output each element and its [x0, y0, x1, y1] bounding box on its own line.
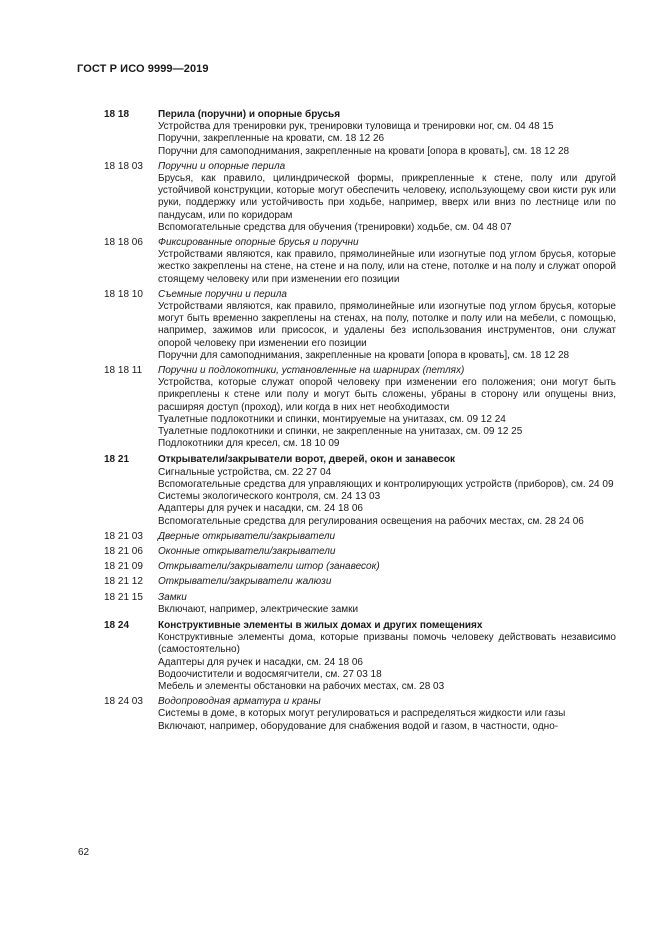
entry-line: Туалетные подлокотники и спинки, не закрепленные на унитазах, см. 09 12 25 — [158, 426, 523, 438]
entry-18-18-06 — [104, 237, 616, 286]
classification-list — [104, 105, 616, 736]
entry-line: Включают, например, оборудование для снабжения водой и газом, в частности, одно- — [158, 720, 559, 732]
entry-line: Устройствами являются, как правило, прямолинейные или изогнутые под углом брусья, которые жестко закреплены на стене, на стене и на полу, или на стене, потолке и на полу и служат опорой стоящему человеку или при изменении его позиции — [158, 249, 616, 285]
entry-18-18-03 — [104, 161, 616, 234]
entry-18-21 — [104, 454, 616, 527]
entry-code: 18 18 06 — [104, 237, 143, 249]
entry-18-21-06 — [104, 546, 616, 558]
entry-code: 18 21 — [104, 454, 130, 466]
entry-title: Фиксированные опорные брусья и поручни — [158, 237, 359, 249]
entry-title: Поручни и опорные перила — [158, 160, 286, 172]
entry-18-21-12 — [104, 576, 616, 588]
entry-line: Устройства, которые служат опорой человеку при изменении его положения; они могут быть прикреплены к стене или полу и могут быть сложены, убраны в сторону или опущены вниз, расширяя доступ (проход), или когда в них нет необходимости — [158, 377, 616, 413]
entry-title: Поручни и подлокотники, установленные на шарнирах (петлях) — [158, 365, 465, 377]
entry-title: Конструктивные элементы в жилых домах и других помещениях — [158, 619, 483, 631]
entry-line: Системы в доме, в которых могут регулироваться и распределяться жидкости или газы — [158, 708, 566, 720]
page-number: 62 — [78, 847, 90, 858]
entry-title: Перила (поручни) и опорные брусья — [158, 109, 341, 120]
entry-18-18 — [104, 109, 616, 158]
entry-line: Адаптеры для ручек и насадки, см. 24 18 06 — [158, 656, 363, 668]
entry-code: 18 18 11 — [104, 365, 143, 377]
entry-title: Съемные поручни и перила — [158, 288, 287, 300]
entry-code: 18 21 12 — [104, 576, 143, 588]
entry-code: 18 24 — [104, 619, 130, 631]
entry-line: Вспомогательные средства для управляющих и контролирующих устройств (приборов), см. 24 09 — [158, 478, 614, 490]
entry-code: 18 18 — [104, 109, 130, 120]
entry-title: Водопроводная арматура и краны — [158, 696, 321, 708]
entry-code: 18 24 03 — [104, 696, 143, 708]
entry-line: Мебель и элементы обстановки на рабочих местах, см. 28 03 — [158, 680, 445, 692]
entry-line: Брусья, как правило, цилиндрической формы, прикрепленные к стене, полу или другой устойчивой конструкции, которые могут обеспечить человеку, использующему свои кисти рук или руки, поддержку или устойчивость при ходьбе, например, вверх или вниз по лестнице или по пандусам, или по коридорам — [158, 173, 616, 221]
entry-title: Дверные открыватели/закрыватели — [158, 530, 336, 542]
entry-line: Вспомогательные средства для регулирования освещения на рабочих местах, см. 28 24 06 — [158, 515, 584, 527]
entry-title: Открыватели/закрыватели штор (занавесок) — [158, 561, 380, 573]
entry-18-18-11 — [104, 365, 616, 450]
entry-18-24-03 — [104, 696, 616, 733]
entry-code: 18 21 06 — [104, 545, 143, 557]
entry-code: 18 21 03 — [104, 530, 143, 542]
entry-title: Открыватели/закрыватели ворот, дверей, окон и занавесок — [158, 454, 456, 466]
entry-line: Устройствами являются, как правило, прямолинейные или изогнутые под углом брусья, которые могут быть временно закреплены на стенах, на полу, потолке и полу или на мебели, с помощью, например, зажимов или присосок, и удалены без использования инструментов, они служат опорой человеку при изменении его позиции — [158, 301, 616, 349]
entry-line: Вспомогательные средства для обучения (тренировки) ходьбе, см. 04 48 07 — [158, 221, 512, 233]
entry-18-21-03 — [104, 531, 616, 543]
entry-line: Поручни для самоподнимания, закрепленные на кровати [опора в кровать], см. 18 12 28 — [158, 145, 570, 157]
entry-line: Поручни для самоподнимания, закрепленные на кровати [опора в кровать], см. 18 12 28 — [158, 349, 570, 361]
entry-line: Водоочистители и водосмягчители, см. 27 03 18 — [158, 668, 382, 680]
entry-line: Сигнальные устройства, см. 22 27 04 — [158, 466, 332, 478]
entry-title: Замки — [158, 591, 187, 603]
entry-18-21-09 — [104, 561, 616, 573]
entry-title: Оконные открыватели/закрыватели — [158, 545, 336, 557]
entry-line: Поручни, закрепленные на кровати, см. 18 12 26 — [158, 133, 385, 145]
entry-code: 18 21 15 — [104, 591, 143, 603]
entry-line: Системы экологического контроля, см. 24 13 03 — [158, 491, 381, 503]
entry-18-21-15 — [104, 592, 616, 616]
entry-line: Подлокотники для кресел, см. 18 10 09 — [158, 438, 340, 450]
entry-line: Туалетные подлокотники и спинки, монтируемые на унитазах, см. 09 12 24 — [158, 413, 506, 425]
entry-title: Открыватели/закрыватели жалюзи — [158, 576, 332, 588]
entry-line: Устройства для тренировки рук, тренировки туловища и тренировки ног, см. 04 48 15 — [158, 121, 554, 133]
entry-18-18-10 — [104, 289, 616, 362]
document-header: ГОСТ Р ИСО 9999—2019 — [77, 63, 209, 75]
entry-18-24 — [104, 620, 616, 693]
entry-code: 18 18 03 — [104, 160, 143, 172]
entry-line: Конструктивные элементы дома, которые призваны помочь человеку действовать независимо (самостоятельно) — [158, 632, 616, 656]
entry-line: Включают, например, электрические замки — [158, 603, 359, 615]
entry-code: 18 18 10 — [104, 288, 143, 300]
entry-code: 18 21 09 — [104, 561, 143, 573]
entry-line: Адаптеры для ручек и насадки, см. 24 18 06 — [158, 503, 363, 515]
